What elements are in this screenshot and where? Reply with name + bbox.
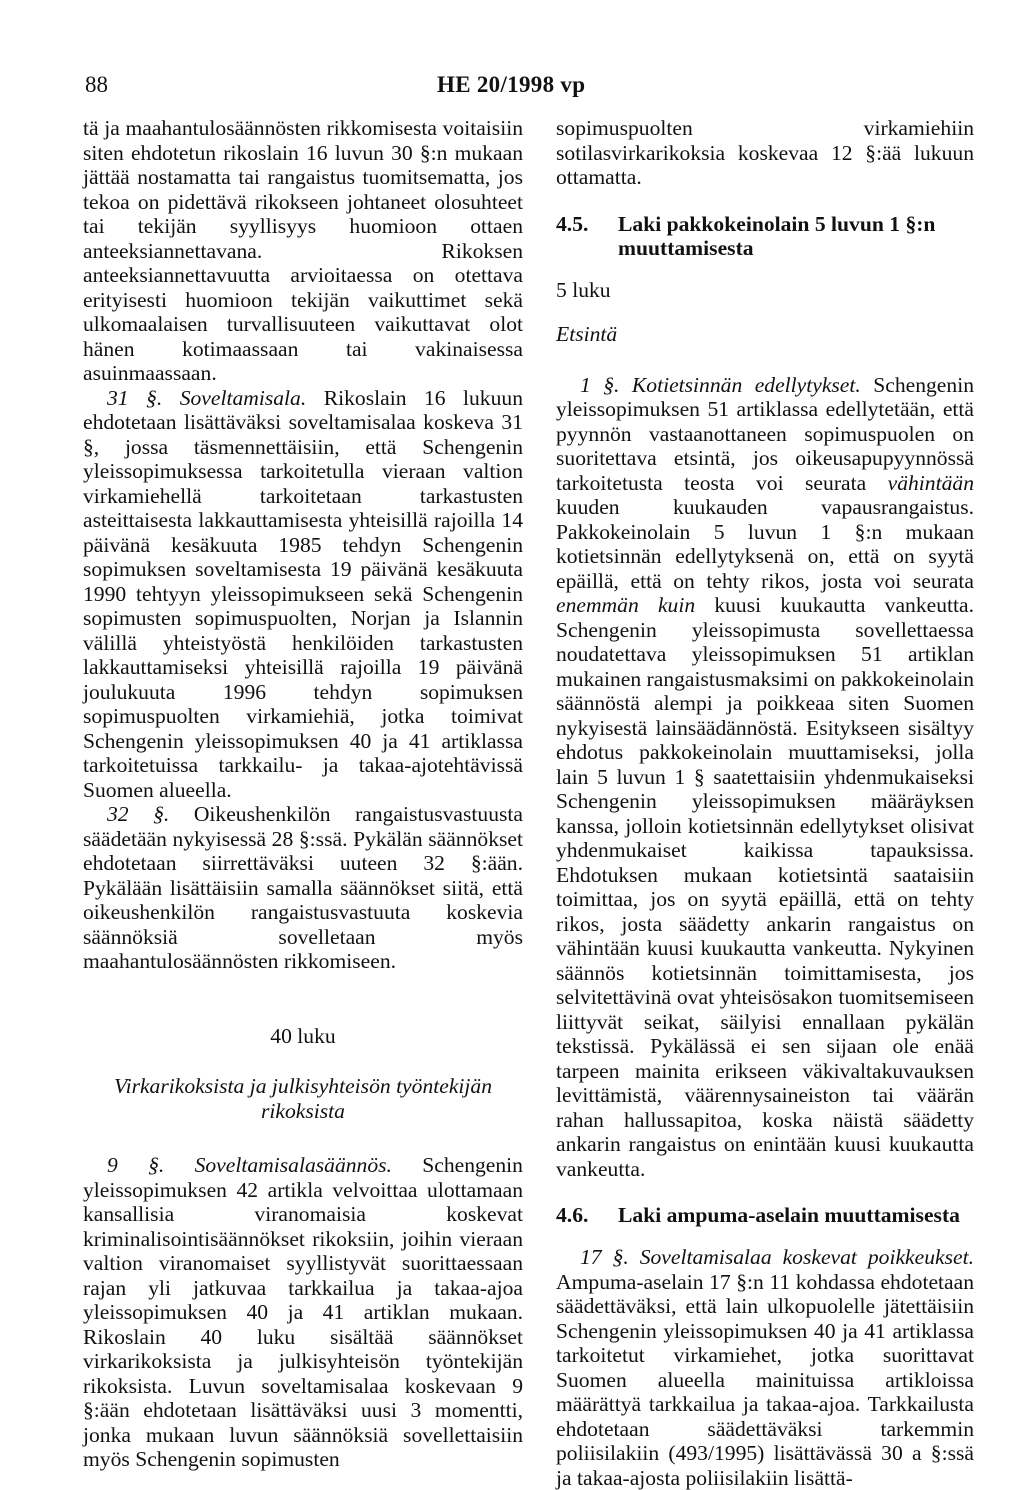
paragraph-17 [556, 1245, 974, 1490]
page-number: 88 [85, 72, 108, 97]
left-column [83, 116, 523, 1472]
chapter-title: Etsintä [556, 322, 618, 346]
paragraph-text: Rikoslain 16 lukuun ehdotetaan lisättäväksi soveltamisalaa koskeva 31 §, jossa täsmennettäisiin, että Schengenin yleissopimuksessa tarkoitetulla vieraan valtion virkamiehellä tarkoitetaan tarkastusten asteittaisesta lakkauttamisesta yhteisillä rajoilla 14 päivänä kesäkuuta 1985 tehdyn Schengenin sopimuksen soveltamisesta 19 päivänä kesäkuuta 1990 tehtyyn yleissopimukseen sekä Schengenin sopimusten sopimuspuolten, Norjan ja Islannin välillä yhteistyöstä henkilöiden tarkastusten lakkauttamiseksi yhteisillä rajoilla 19 päivänä joulukuuta 1996 tehdyn sopimuksen sopimuspuolten virkamiehiä, jotka toimivat Schengenin yleissopimuksen 40 ja 41 artiklassa tarkoitetuissa tarkkailu- ja takaa-ajotehtävissä Suomen alueella. [83, 385, 523, 802]
section-heading: 17 §. Soveltamisalaa koskevat poikkeukset. [580, 1245, 974, 1269]
section-title: Laki ampuma-aselain muuttamisesta [618, 1203, 960, 1227]
paragraph-text: Ampuma-aselain 17 §:n 11 kohdassa ehdotetaan säädettäväksi, että lain ulkopuolelle jätettäisiin Schengenin yleissopimuksen 40 ja 41 artiklassa tarkoitetut virkamiehet, jotka suorittavat Suomen alueella mainituissa artikloissa määrättyä tarkkailua ja takaa-ajoa. Tarkkailusta ehdotetaan säädettäväksi tarkemmin poliisilakiin (493/1995) lisättävässä 30 a §:ssä ja takaa-ajosta poliisilakiin lisättä- [556, 1269, 974, 1490]
section-number: 4.6. [556, 1203, 589, 1227]
section-heading-4-6 [556, 1203, 974, 1227]
page-header [85, 72, 964, 102]
chapter-heading: 5 luku [556, 277, 611, 302]
section-heading: 1 §. Kotietsinnän edellytykset. [580, 372, 861, 397]
paragraph-text: Schengenin yleissopimuksen 51 artiklassa edellytetään, että pyynnön vastaanottaneen sopimuspuolen on suoritettava etsintä, jos oikeusapupyynnössä tarkoitetusta teosta voi seurata [556, 372, 974, 495]
section-number: 4.5. [556, 211, 589, 236]
running-head: HE 20/1998 vp [437, 72, 586, 97]
section-heading-4-5 [556, 212, 974, 260]
section-heading: 32 §. [107, 802, 170, 826]
chapter-title: Virkarikoksista ja julkisyhteisön työntekijän rikoksista [113, 1074, 493, 1123]
right-column [556, 116, 974, 1490]
paragraph-32 [83, 802, 523, 974]
paragraph-9 [83, 1153, 523, 1472]
emphasis: vähintään [887, 470, 974, 495]
paragraph-text: Oikeushenkilön rangaistusvastuusta säädetään nykyisessä 28 §:ssä. Pykälän säännökset ehdotetaan siirrettäväksi uuteen 32 §:ään. Pykälään lisättäisiin samalla säännökset siitä, että oikeushenkilön rangaistusvastuuta koskevia säännöksiä sovelletaan myös maahantulosäännösten rikkomiseen. [83, 802, 524, 973]
paragraph: sopimuspuolten virkamiehiin sotilasvirkarikoksia koskevaa 12 §:ää lukuun ottamatta. [556, 116, 974, 189]
section-heading: 9 §. Soveltamisalasäännös. [107, 1153, 392, 1177]
paragraph: tä ja maahantulosäännösten rikkomisesta voitaisiin siten ehdotetun rikoslain 16 luvun 30 §:n mukaan jättää nostamatta tai rangaistus tuomitsematta, jos tekoa on pidettävä rikokseen johtaneet olosuhteet tai tekijän syyllisyys huomioon ottaen anteeksiannettavana. Rikoksen anteeksiannettavuutta arvioitaessa on otettava erityisesti huomioon tekijän vaikuttimet sekä ulkomaalaisen turvallisuuteen vaikuttavat olot hänen kotimaassaan tai vakinaisessa asuinmaassaan. [83, 116, 523, 385]
paragraph-text: kuuden kuukauden vapausrangaistus. Pakkokeinolain 5 luvun 1 §:n mukaan kotietsinnän edellytyksenä on, että on syytä epäillä, että on tehty rikos, josta voi seurata [556, 495, 974, 593]
emphasis: enemmän kuin [556, 593, 696, 617]
section-title: Laki pakkokeinolain 5 luvun 1 §:n muuttamisesta [618, 211, 936, 260]
paragraph-1 [556, 373, 974, 1182]
paragraph-text: Schengenin yleissopimuksen 42 artikla velvoittaa ulottamaan kansallisia viranomaisia koskevat kriminalisointisäännökset rikoksiin, joihin vieraan valtion viranomaiset syyllistyvät suorittaessaan rajan yli jatkuvaa tarkkailua ja takaa-ajoa yleissopimuksen 40 ja 41 artiklan mukaan. Rikoslain 40 luku sisältää säännökset virkarikoksista ja julkisyhteisön työntekijän rikoksista. Luvun soveltamisalaa koskevaan 9 §:ään ehdotetaan lisättäväksi uusi 3 momentti, jonka mukaan luvun säännöksiä sovellettaisiin myös Schengenin sopimusten [83, 1153, 523, 1471]
section-heading: 31 §. Soveltamisala. [107, 385, 307, 410]
chapter-heading: 40 luku [270, 1023, 336, 1048]
paragraph-31 [83, 386, 523, 803]
paragraph-text: kuusi kuukautta vankeutta. Schengenin yleissopimusta sovellettaessa noudatettava yleissopimuksen 51 artiklan mukainen rangaistusmaksimi on pakkokeinolain säännöstä alempi ja poikkeaa siten Suomen nykyisestä lainsäädännöstä. Esitykseen sisältyy ehdotus pakkokeinolain muuttamiseksi, jolla lain 5 luvun 1 § saatettaisiin yhdenmukaiseksi Schengenin yleissopimuksen määräyksen kanssa, jolloin kotietsinnän edellytykset olisivat yhdenmukaiset kaikissa tapauksissa. Ehdotuksen mukaan kotietsintä saataisiin toimittaa, jos on syytä epäillä, että on tehty rikos, josta säädetty ankarin rangaistus on vähintään kuusi kuukautta vankeutta. Nykyinen säännös kotietsinnän toimittamisesta, jos selvitettävinä ovat yhteisösakon tuomitsemiseen liittyvät seikat, säilyisi ennallaan pykälän tekstissä. Pykälässä ei sen sijaan ole enää tarpeen mainita erikseen väkivaltakuvauksen levittämistä, väärennysaineiston tai väärän rahan hallussapitoa, koska näistä säädetty ankarin rangaistus on enintään kuusi kuukautta vankeutta. [556, 593, 974, 1181]
